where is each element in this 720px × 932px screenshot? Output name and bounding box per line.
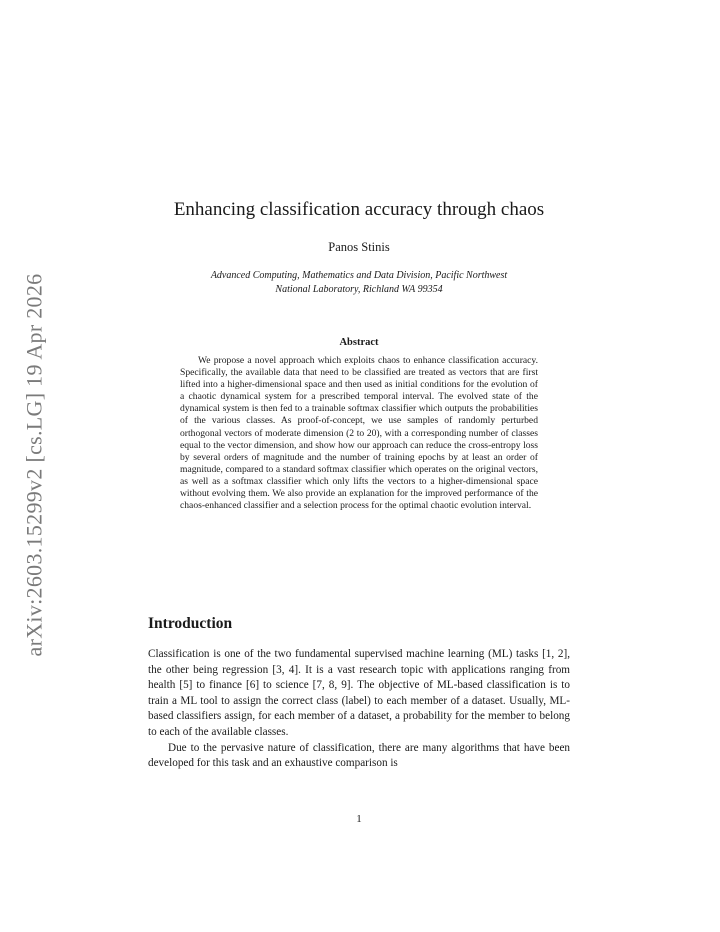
author-name: Panos Stinis bbox=[328, 240, 390, 254]
arxiv-watermark bbox=[14, 260, 54, 670]
section-heading-introduction: Introduction bbox=[148, 615, 233, 632]
abstract-heading: Abstract bbox=[339, 337, 379, 348]
introduction-paragraph-2: Due to the pervasive nature of classification, there are many algorithms that have been developed for this task and an exhaustive comparison is bbox=[148, 741, 570, 770]
paper-title: Enhancing classification accuracy through chaos bbox=[173, 199, 545, 220]
author-affiliation bbox=[148, 269, 570, 296]
affiliation-line-1: Advanced Computing, Mathematics and Data Division, Pacific Northwest bbox=[210, 270, 508, 281]
arxiv-identifier: arXiv:2603.15299v2 [cs.LG] 19 Apr 2026 bbox=[21, 273, 47, 657]
introduction-body bbox=[148, 647, 570, 772]
introduction-paragraph-1: Classification is one of the two fundamental supervised machine learning (ML) tasks [1, 2], the other being regression [3, 4]. It is a vast research topic with applications ranging from health [5] to finance [6] to science [7, 8, 9]. The objective of ML-based classification is to train a ML tool to assign the correct class (label) to each member of a dataset. Usually, ML-based classifiers assign, for each member of a dataset, a probability for the member to belong to each of the available classes. bbox=[148, 648, 570, 738]
page-number: 1 bbox=[356, 813, 362, 825]
abstract-text: We propose a novel approach which exploits chaos to enhance classification accuracy. Specifically, the available data that need to be classified are treated as vectors that are first lifted into a higher-dimensional space and then used as initial conditions for the evolution of a chaotic dynamical system for a prescribed temporal interval. The evolved state of the dynamical system is then fed to a trainable softmax classifier which outputs the probabilities of the various classes. As proof-of-concept, we use samples of randomly perturbed orthogonal vectors of moderate dimension (2 to 20), with a corresponding number of classes equal to the vector dimension, and show how our approach can reduce the cross-entropy loss by several orders of magnitude and the number of training epochs by at least an order of magnitude, compared to a standard softmax classifier which operates on the original vectors, as well as a softmax classifier which only lifts the vectors to a higher-dimensional space without evolving them. We also provide an explanation for the improved performance of the chaos-enhanced classifier and a selection process for the optimal chaotic evolution interval. bbox=[180, 355, 538, 512]
affiliation-line-2: National Laboratory, Richland WA 99354 bbox=[275, 283, 443, 295]
